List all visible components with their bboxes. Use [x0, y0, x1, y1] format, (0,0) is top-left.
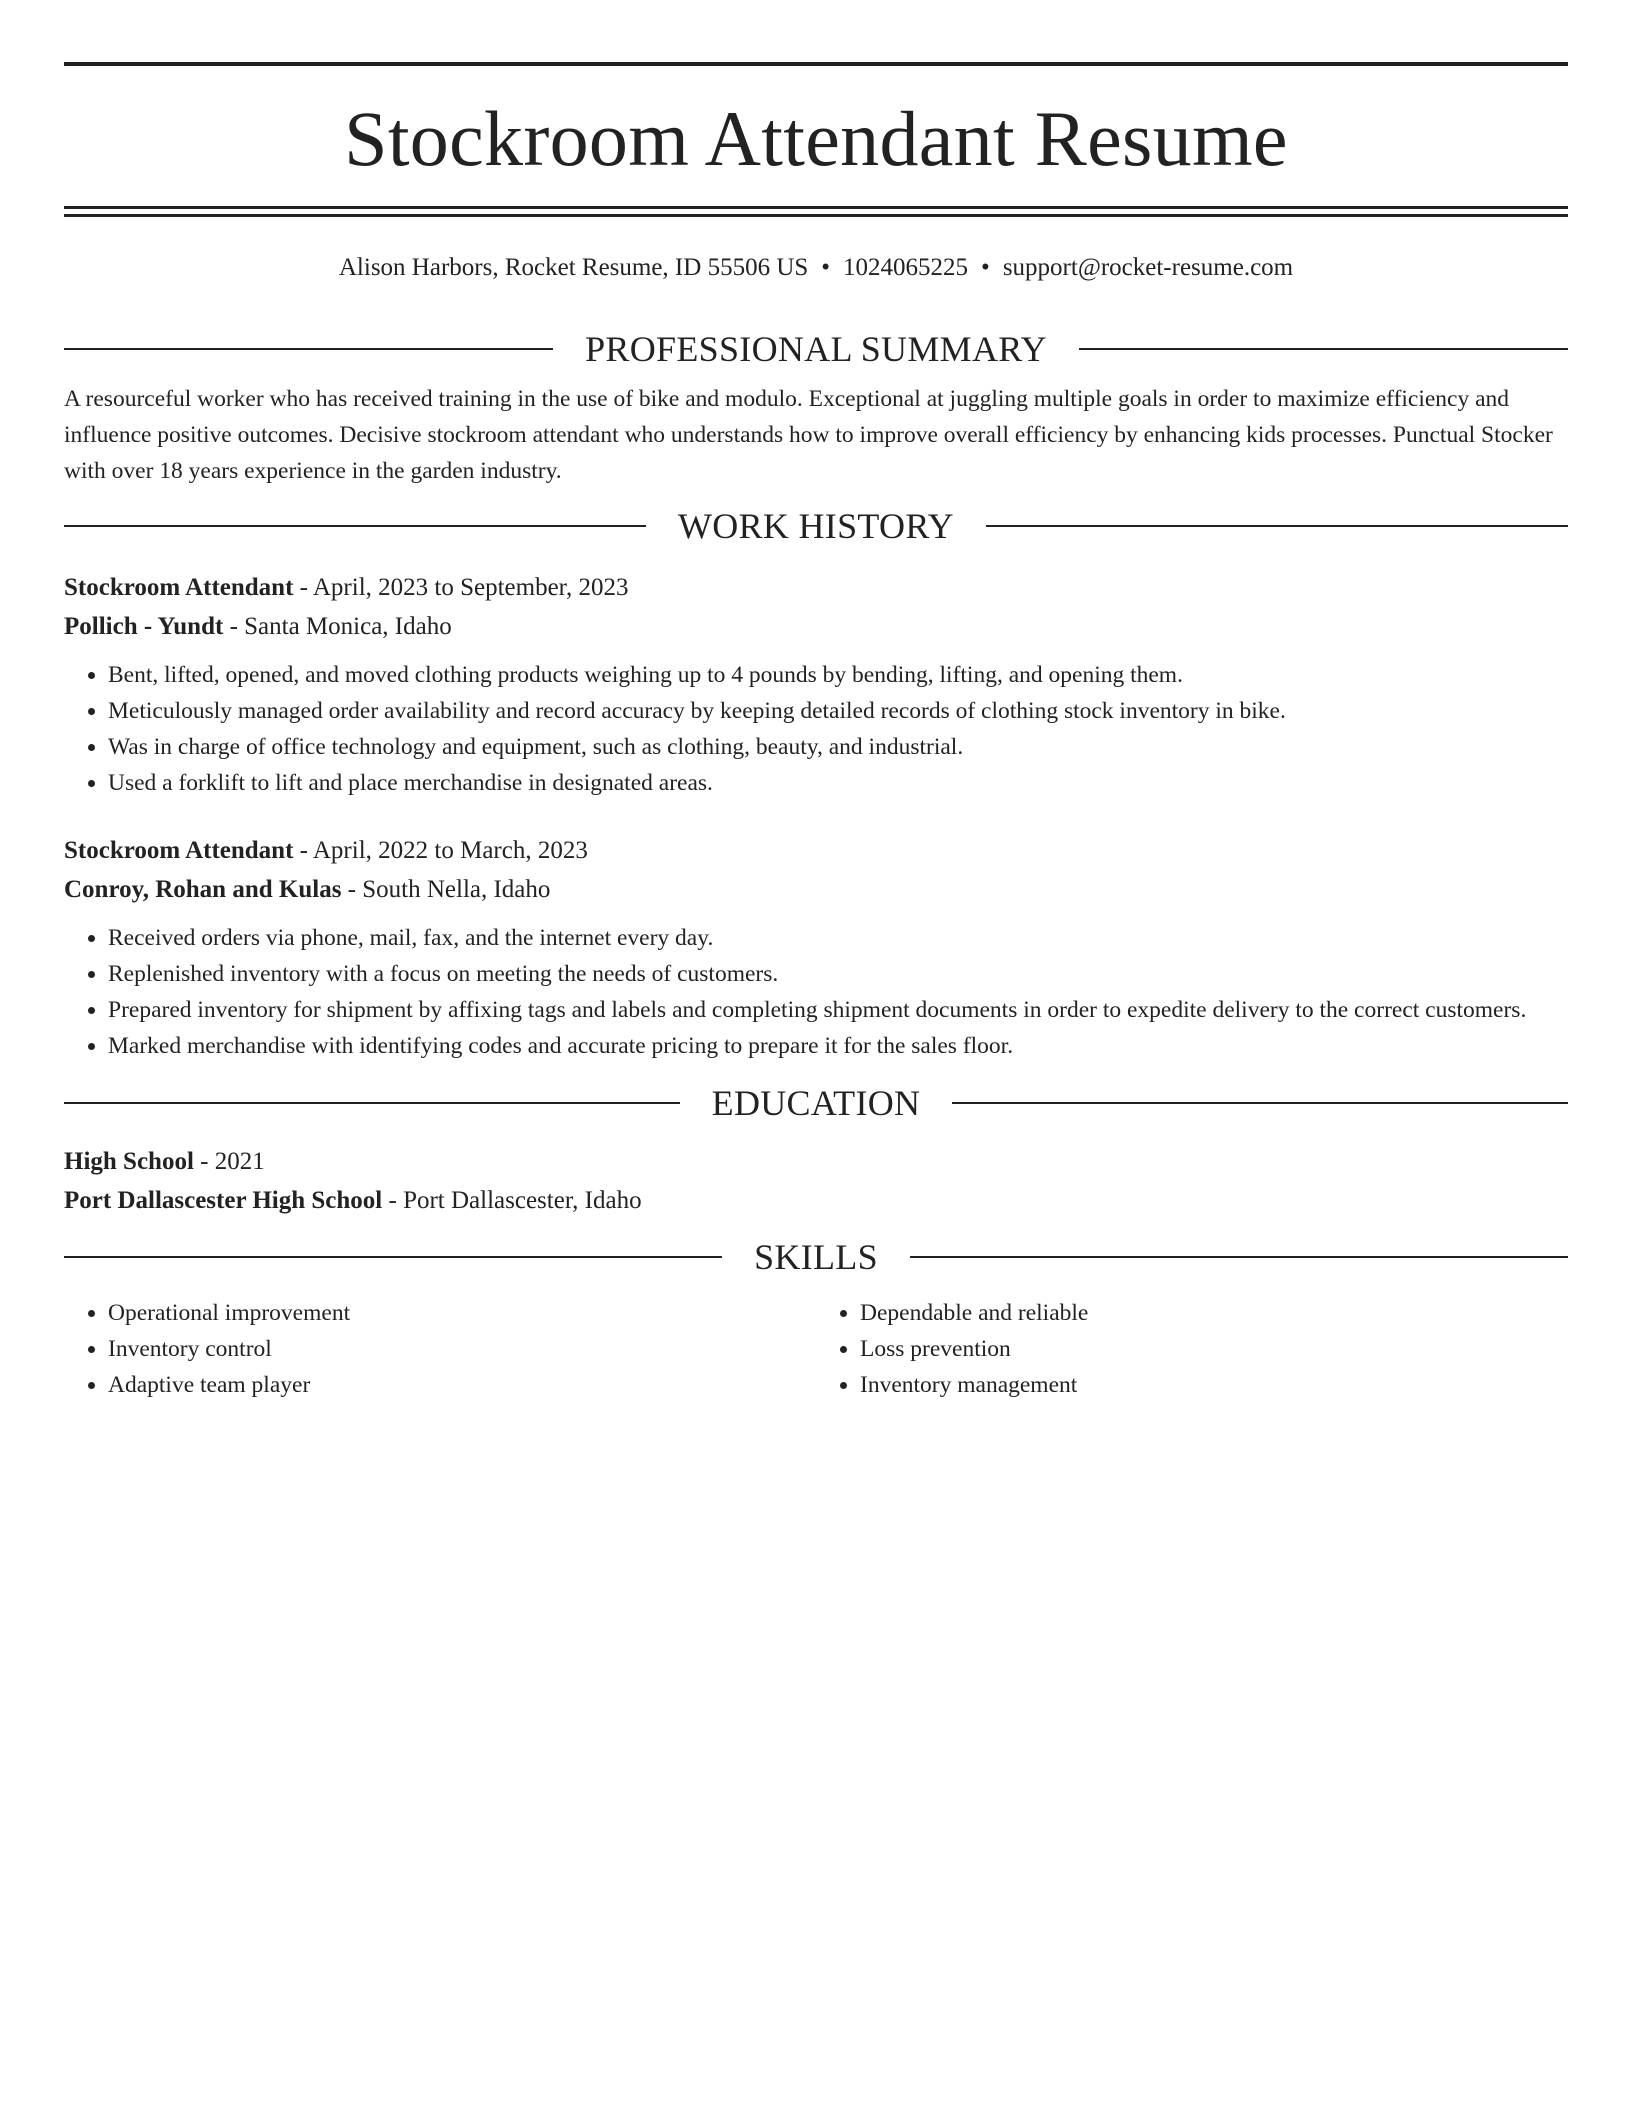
job-bullet: • Replenished inventory with a focus on meeting the needs of customers. [108, 956, 1568, 992]
section-heading-label: EDUCATION [711, 1083, 921, 1123]
skills-column-right [816, 1295, 1568, 1403]
title-double-rule [64, 206, 1568, 217]
section-heading-skills [64, 1237, 1568, 1277]
job-bullets [64, 920, 1568, 1064]
job-company-line [64, 870, 1568, 909]
section-heading-label: PROFESSIONAL SUMMARY [585, 329, 1047, 369]
contact-separator: • [821, 254, 831, 281]
section-heading-label: SKILLS [754, 1237, 878, 1277]
job-bullet: • Marked merchandise with identifying codes and accurate pricing to prepare it for the sales floor. [108, 1028, 1568, 1064]
job-title-line [64, 831, 1568, 870]
skill-item: • Dependable and reliable [860, 1295, 1568, 1331]
job-bullet: • Was in charge of office technology and equipment, such as clothing, beauty, and industrial. [108, 729, 1568, 765]
heading-rule-right [910, 1256, 1568, 1258]
job-company: Conroy, Rohan and Kulas [64, 876, 342, 903]
job-entry [64, 831, 1568, 1064]
skill-item: • Loss prevention [860, 1331, 1568, 1367]
skill-item: • Inventory control [108, 1331, 816, 1367]
heading-rule-left [64, 1102, 680, 1104]
job-dates: - April, 2023 to September, 2023 [293, 574, 629, 601]
job-bullet: • Meticulously managed order availability and record accuracy by keeping detailed records of clothing stock inventory in bike. [108, 693, 1568, 729]
resume-title: Stockroom Attendant Resume [344, 95, 1288, 182]
job-bullet: • Bent, lifted, opened, and moved clothing products weighing up to 4 pounds by bending, lifting, and opening them. [108, 657, 1568, 693]
job-title: Stockroom Attendant [64, 837, 294, 864]
contact-address: Alison Harbors, Rocket Resume, ID 55506 US [338, 254, 809, 281]
education-entry [64, 1142, 1568, 1220]
job-company-line [64, 607, 1568, 646]
education-degree: High School [64, 1148, 194, 1175]
skill-item: • Inventory management [860, 1367, 1568, 1403]
education-degree-line [64, 1142, 1568, 1181]
job-location: - South Nella, Idaho [341, 876, 551, 903]
education-location: - Port Dallascester, Idaho [382, 1187, 642, 1214]
skill-item: • Adaptive team player [108, 1367, 816, 1403]
section-heading-label: WORK HISTORY [678, 506, 954, 546]
education-school: Port Dallascester High School [64, 1187, 383, 1214]
heading-rule-right [1079, 348, 1568, 350]
job-title-line [64, 568, 1568, 607]
heading-rule-left [64, 348, 553, 350]
job-dates: - April, 2022 to March, 2023 [293, 837, 588, 864]
contact-email: support@rocket-resume.com [1002, 254, 1294, 281]
skills-column-left [64, 1295, 816, 1403]
job-location: - Santa Monica, Idaho [223, 613, 452, 640]
education-year: - 2021 [193, 1148, 265, 1175]
job-bullet: • Used a forklift to lift and place merchandise in designated areas. [108, 765, 1568, 801]
education-school-line [64, 1181, 1568, 1220]
summary-text: A resourceful worker who has received training in the use of bike and modulo. Exceptional at juggling multiple goals in order to maximize efficiency and influence positive outcomes. Decisive stockroom attendant who understands how to improve overall efficiency by enhancing kids processes. Punctual Stocker with over 18 years experience in the garden industry. [64, 386, 1553, 484]
top-rule [64, 62, 1568, 66]
job-bullet: • Prepared inventory for shipment by affixing tags and labels and completing shipment documents in order to expedite delivery to the correct customers. [108, 992, 1568, 1028]
job-title: Stockroom Attendant [64, 574, 294, 601]
section-heading-summary [64, 329, 1568, 369]
section-heading-work-history [64, 506, 1568, 546]
job-company: Pollich - Yundt [64, 613, 224, 640]
section-heading-education [64, 1083, 1568, 1123]
heading-rule-right [986, 525, 1568, 527]
contact-line [64, 252, 1568, 284]
heading-rule-left [64, 525, 646, 527]
contact-phone: 1024065225 [843, 254, 969, 281]
job-bullets [64, 657, 1568, 801]
heading-rule-left [64, 1256, 722, 1258]
skills-columns [64, 1295, 1568, 1403]
job-bullet: • Received orders via phone, mail, fax, and the internet every day. [108, 920, 1568, 956]
heading-rule-right [952, 1102, 1568, 1104]
skill-item: • Operational improvement [108, 1295, 816, 1331]
job-entry [64, 568, 1568, 801]
contact-separator: • [981, 254, 990, 281]
